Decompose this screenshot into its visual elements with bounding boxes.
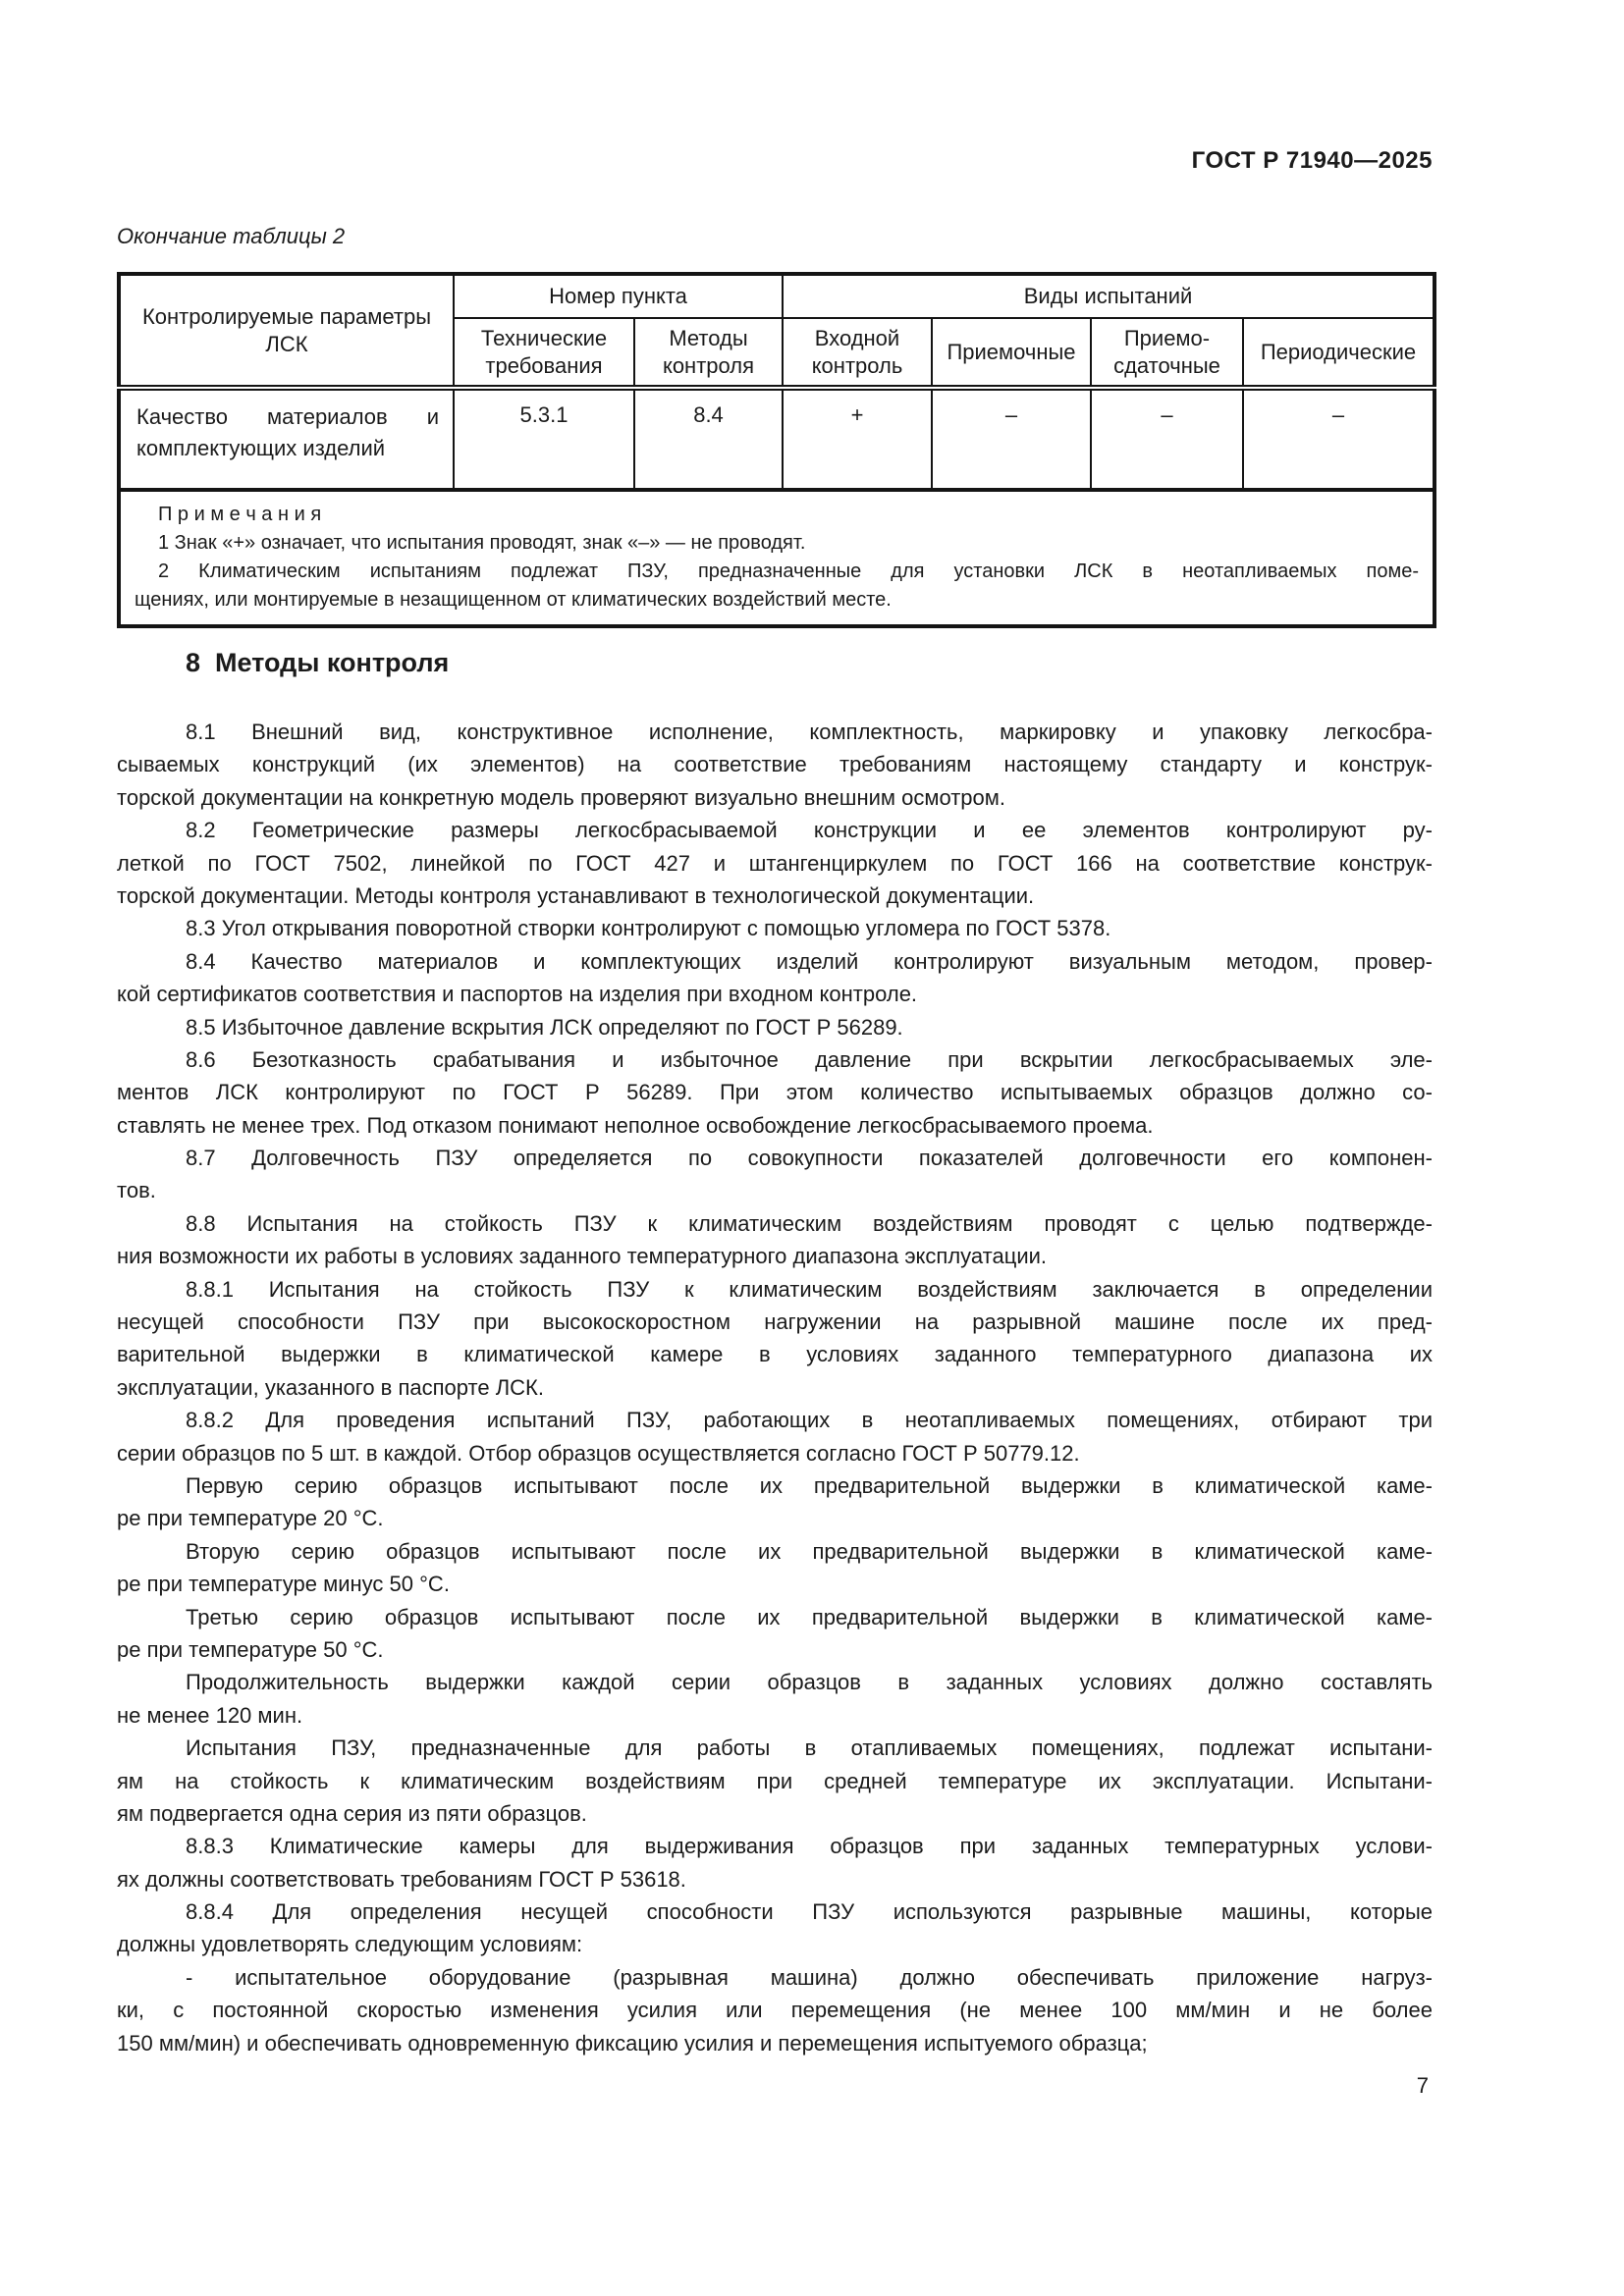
table-caption: Окончание таблицы 2 — [117, 224, 346, 248]
body-line: 8.8.2 Для проведения испытаний ПЗУ, работающих в неотапливаемых помещениях, отбирают три — [186, 1408, 1433, 1433]
cell-method: 8.4 — [634, 388, 783, 490]
header-acceptance: Приемочные — [932, 318, 1091, 388]
body-line: ментов ЛСК контролируют по ГОСТ Р 56289. При этом количество испытываемых образцов должно со- — [117, 1080, 1433, 1105]
body-line: 8.7 Долговечность ПЗУ определяется по совокупности показателей долговечности его компонен- — [186, 1146, 1433, 1171]
body-line: ях должны соответствовать требованиям ГОСТ Р 53618. — [117, 1866, 686, 1892]
body-line: торской документации. Методы контроля устанавливают в технологической документации. — [117, 882, 1035, 908]
note-2-line-2: щениях, или монтируемые в незащищенном от климатических воздействий месте. — [135, 589, 892, 611]
body-line: 8.8 Испытания на стойкость ПЗУ к климатическим воздействиям проводят с целью подтвержде- — [186, 1210, 1433, 1236]
body-line: 8.5 Избыточное давление вскрытия ЛСК определяют по ГОСТ Р 56289. — [186, 1014, 903, 1040]
header-incoming-control: Входной контроль — [783, 318, 932, 388]
body-line: тов. — [117, 1178, 156, 1203]
body-line: Вторую серию образцов испытывают после их предварительной выдержки в климатической каме- — [186, 1538, 1433, 1564]
body-line: 8.8.1 Испытания на стойкость ПЗУ к климатическим воздействиям заключается в определении — [186, 1276, 1433, 1302]
header-periodic: Периодические — [1243, 318, 1435, 388]
body-line: ре при температуре минус 50 °С. — [117, 1572, 450, 1597]
body-line: 8.3 Угол открывания поворотной створки контролируют с помощью угломера по ГОСТ 5378. — [186, 916, 1111, 941]
table-notes — [119, 490, 1435, 626]
body-line: ре при температуре 20 °С. — [117, 1506, 384, 1531]
header-control-methods: Методы контроля — [634, 318, 783, 388]
body-line: эксплуатации, указанного в паспорте ЛСК. — [117, 1374, 544, 1400]
body-line: должны удовлетворять следующим условиям: — [117, 1932, 583, 1957]
cell-tech-req: 5.3.1 — [454, 388, 634, 490]
page-content — [117, 0, 1433, 2296]
header-test-types: Виды испытаний — [783, 274, 1435, 318]
section-body — [117, 716, 1433, 2059]
cell-incoming: + — [783, 388, 932, 490]
body-line: несущей способности ПЗУ при высокоскоростном нагружении на разрывной машине после их пред- — [117, 1309, 1433, 1335]
body-line: Испытания ПЗУ, предназначенные для работы в отапливаемых помещениях, подлежат испытани- — [186, 1735, 1433, 1761]
body-line: ям подвергается одна серия из пяти образцов. — [117, 1800, 587, 1826]
cell-handover: – — [1091, 388, 1243, 490]
body-line: ставлять не менее трех. Под отказом понимают неполное освобождение легкосбрасываемого проема. — [117, 1112, 1154, 1138]
table-row — [119, 388, 1435, 490]
cell-acceptance: – — [932, 388, 1091, 490]
cell-periodic: – — [1243, 388, 1435, 490]
document-code: ГОСТ Р 71940—2025 — [1191, 147, 1433, 174]
body-line: 8.8.3 Климатические камеры для выдерживания образцов при заданных температурных услови- — [186, 1834, 1433, 1859]
page-number: 7 — [1416, 2073, 1429, 2098]
body-line: сываемых конструкций (их элементов) на соответствие требованиям настоящему стандарту и конструк- — [117, 752, 1433, 777]
header-controlled-params: Контролируемые параметры ЛСК — [119, 274, 454, 388]
body-line: ре при температуре 50 °С. — [117, 1636, 384, 1662]
body-line: не менее 120 мин. — [117, 1702, 303, 1728]
header-point-number: Номер пункта — [454, 274, 783, 318]
body-line: 150 мм/мин) и обеспечивать одновременную фиксацию усилия и перемещения испытуемого образца; — [117, 2030, 1148, 2056]
body-line: торской документации на конкретную модель проверяют визуально внешним осмотром. — [117, 784, 1006, 810]
body-line: Продолжительность выдержки каждой серии образцов в заданных условиях должно составлять — [186, 1670, 1433, 1695]
body-line: Третью серию образцов испытывают после их предварительной выдержки в климатической каме- — [186, 1604, 1433, 1629]
body-line: 8.1 Внешний вид, конструктивное исполнение, комплектность, маркировку и упаковку легкосбра- — [186, 720, 1433, 744]
control-parameters-table — [117, 272, 1436, 628]
body-line: 8.4 Качество материалов и комплектующих изделий контролируют визуальным методом, провер- — [186, 948, 1433, 974]
header-tech-requirements: Технические требования — [454, 318, 634, 388]
section-heading: 8 Методы контроля — [186, 648, 450, 677]
header-handover: Приемо-сдаточные — [1091, 318, 1243, 388]
body-line: серии образцов по 5 шт. в каждой. Отбор образцов осуществляется согласно ГОСТ Р 50779.12. — [117, 1440, 1080, 1466]
body-line: ки, с постоянной скоростью изменения усилия или перемещения (не менее 100 мм/мин и не более — [117, 1998, 1433, 2023]
body-line: 8.2 Геометрические размеры легкосбрасываемой конструкции и ее элементов контролируют ру- — [186, 818, 1433, 843]
body-line: 8.6 Безотказность срабатывания и избыточное давление при вскрытии легкосбрасываемых эле- — [186, 1046, 1433, 1072]
body-line: кой сертификатов соответствия и паспортов на изделия при входном контроле. — [117, 982, 918, 1007]
note-1: 1 Знак «+» означает, что испытания проводят, знак «–» — не проводят. — [158, 532, 806, 554]
body-line: ям на стойкость к климатическим воздействиям при средней температуре их эксплуатации. Испытани- — [117, 1768, 1433, 1793]
body-line: леткой по ГОСТ 7502, линейкой по ГОСТ 427 и штангенциркулем по ГОСТ 166 на соответствие конструк- — [117, 850, 1433, 876]
body-line: Первую серию образцов испытывают после их предварительной выдержки в климатической каме- — [186, 1472, 1433, 1498]
body-line: - испытательное оборудование (разрывная машина) должно обеспечивать приложение нагруз- — [186, 1964, 1433, 1990]
body-line: ния возможности их работы в условиях заданного температурного диапазона эксплуатации. — [117, 1244, 1048, 1269]
body-line: 8.8.4 Для определения несущей способности ПЗУ используются разрывные машины, которые — [186, 1899, 1433, 1925]
notes-title: П р и м е ч а н и я — [158, 504, 322, 525]
cell-param: Качество материалов и комплектующих изделий — [119, 388, 454, 490]
note-2-line-1: 2 Климатическим испытаниям подлежат ПЗУ, предназначенные для установки ЛСК в неотапливаемых поме- — [158, 561, 1420, 582]
body-line: варительной выдержки в климатической камере в условиях заданного температурного диапазона их — [117, 1342, 1433, 1367]
